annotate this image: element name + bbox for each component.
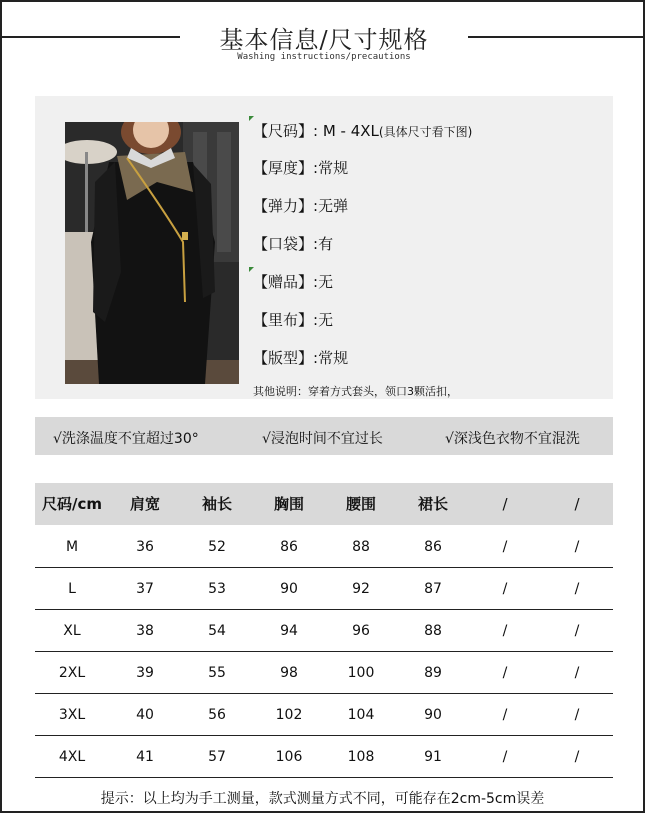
table-cell: 86 (424, 539, 442, 555)
page-subtitle: Washing instructions/precautions (237, 52, 411, 62)
spec-label: 【弹力】 (253, 197, 314, 215)
measurement-note: 提示：以上均为手工测量，款式测量方式不同，可能存在2cm-5cm误差 (100, 791, 545, 807)
header-cell: 腰围 (345, 495, 376, 513)
header-cell: 肩宽 (129, 495, 160, 513)
dress-photo (65, 122, 239, 384)
table-cell: / (502, 707, 508, 723)
spec-label: 【口袋】 (253, 235, 314, 253)
table-cell: / (574, 581, 580, 597)
table-cell: 57 (208, 749, 226, 765)
other-note: 其他说明：穿着方式套头，领口3颗活扣， (253, 385, 458, 398)
table-cell: 108 (347, 749, 375, 765)
table-row (35, 693, 613, 736)
table-cell: 54 (208, 623, 226, 639)
table-cell: / (574, 665, 580, 681)
product-info-panel (35, 96, 613, 399)
table-cell: / (502, 539, 508, 555)
table-cell: 3XL (58, 707, 86, 723)
table-cell: 90 (424, 707, 442, 723)
care-item-temperature: √洗涤温度不宜超过30° (53, 431, 199, 447)
table-cell: 37 (136, 581, 154, 597)
table-cell: / (502, 749, 508, 765)
header-cell: / (574, 495, 580, 513)
spec-label: 【厚度】 (253, 159, 314, 177)
spec-value: :无弹 (313, 197, 349, 215)
table-cell: 106 (275, 749, 303, 765)
header-cell: 裙长 (417, 495, 448, 513)
spec-detail: (具体尺寸看下图) (378, 125, 473, 139)
table-cell: 104 (347, 707, 375, 723)
dress-photo-image (65, 122, 239, 384)
table-cell: 92 (352, 581, 370, 597)
table-cell: 38 (136, 623, 154, 639)
table-cell: / (574, 539, 580, 555)
care-item-soak: √浸泡时间不宜过长 (262, 431, 383, 447)
header-cell: / (502, 495, 508, 513)
table-cell: / (574, 623, 580, 639)
header-rule-right (468, 36, 643, 38)
table-cell: 36 (136, 539, 154, 555)
spec-value: :无 (313, 273, 334, 291)
table-row (35, 567, 613, 610)
table-row (35, 651, 613, 694)
table-cell: 102 (275, 707, 303, 723)
table-cell: 89 (424, 665, 442, 681)
spec-fit (253, 347, 348, 368)
table-row (35, 525, 613, 568)
table-cell: 91 (424, 749, 442, 765)
table-cell: / (574, 707, 580, 723)
table-header (35, 483, 613, 525)
table-cell: / (574, 749, 580, 765)
care-instructions (35, 417, 613, 455)
spec-pocket (253, 233, 333, 254)
table-cell: 56 (208, 707, 226, 723)
spec-gift (253, 271, 333, 292)
header-cell: 胸围 (273, 495, 304, 513)
table-cell: L (68, 581, 76, 597)
table-cell: 86 (280, 539, 298, 555)
table-cell: 88 (424, 623, 442, 639)
table-cell: 87 (424, 581, 442, 597)
table-cell: / (502, 581, 508, 597)
spec-value: : M - 4XL (313, 122, 379, 140)
spec-thickness (253, 157, 348, 178)
header-cell: 尺码/cm (41, 495, 102, 513)
table-cell: 53 (208, 581, 226, 597)
table-row (35, 735, 613, 778)
page-title: 基本信息/尺寸规格 (219, 26, 429, 54)
table-cell: 40 (136, 707, 154, 723)
table-cell: 100 (347, 665, 375, 681)
table-cell: 94 (280, 623, 298, 639)
table-cell: 98 (280, 665, 298, 681)
spec-value: :常规 (313, 349, 349, 367)
table-cell: 96 (352, 623, 370, 639)
spec-lining (253, 309, 333, 330)
spec-value: :无 (313, 311, 334, 329)
spec-elasticity (253, 195, 348, 216)
table-cell: 41 (136, 749, 154, 765)
spec-label: 【尺码】 (253, 122, 314, 140)
spec-value: :有 (313, 235, 334, 253)
table-cell: M (65, 539, 79, 555)
table-cell: / (502, 623, 508, 639)
table-row (35, 609, 613, 652)
spec-size (253, 120, 472, 141)
corner-mark (249, 116, 254, 121)
spec-label: 【赠品】 (253, 273, 314, 291)
table-cell: 55 (208, 665, 226, 681)
table-cell: 90 (280, 581, 298, 597)
table-cell: XL (63, 623, 81, 639)
corner-mark (249, 267, 254, 272)
table-cell: 4XL (58, 749, 86, 765)
spec-label: 【版型】 (253, 349, 314, 367)
header-cell: 袖长 (201, 495, 232, 513)
spec-value: :常规 (313, 159, 349, 177)
table-cell: 88 (352, 539, 370, 555)
spec-label: 【里布】 (253, 311, 314, 329)
header-rule-left (2, 36, 180, 38)
table-cell: 39 (136, 665, 154, 681)
table-cell: 2XL (58, 665, 86, 681)
table-cell: 52 (208, 539, 226, 555)
care-item-separate: √深浅色衣物不宜混洗 (445, 431, 580, 447)
table-cell: / (502, 665, 508, 681)
